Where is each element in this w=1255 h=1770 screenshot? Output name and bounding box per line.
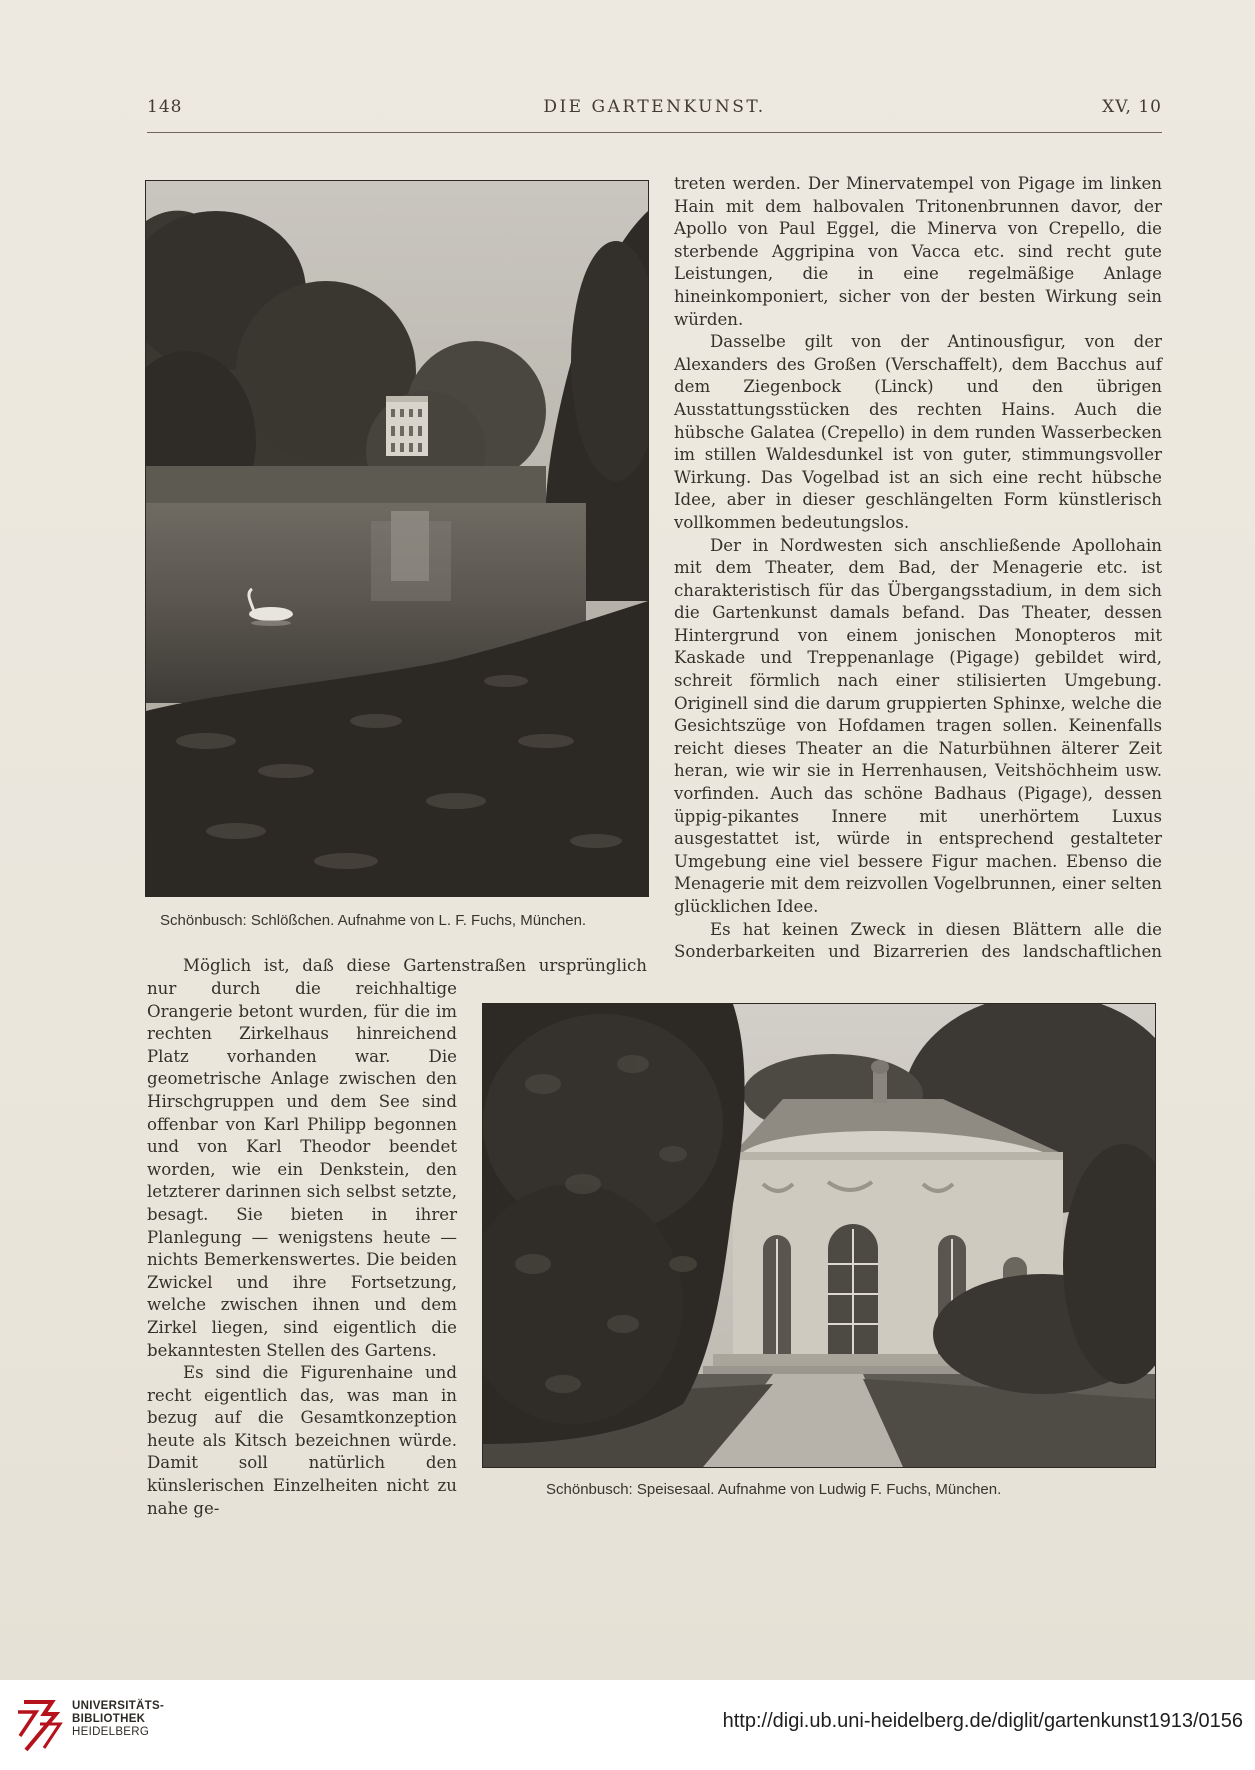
paragraph: Dasselbe gilt von der Antinousfigur, von der Alexanders des Großen (Verschaffelt), dem Bacchus auf dem Ziegenbock (Linck) und den übrigen Ausstattungsstücken des rechten Hains. Auch die hübsche Galatea (Crepello) in dem runden Wasserbecken im stillen Waldesdunkel ist von guter, stimmungsvoller Wirkung. Das Vogelbad ist an sich eine recht hübsche Idee, aber in dieser geschlängelten Form künstlerisch vollkommen bedeutungslos. (674, 332, 1162, 532)
paragraph-line: Möglich ist, daß diese Gartenstraßen ursprünglich (183, 956, 647, 975)
photo-schloesschen (145, 180, 649, 897)
header-rule (147, 132, 1162, 133)
paragraph: nur durch die reichhaltige Orangerie betont wurden, für die im rechten Zirkelhaus hinreichend Platz vorhanden war. Die geometrische Anlage zwischen den Hirschgruppen und dem See sind offenbar von Karl Philipp begonnen und von Karl Theodor beendet worden, wie ein Denkstein, den letzterer darinnen sich selbst setzte, besagt. Sie bieten in ihrer Planlegung — wenigstens heute — nichts Bemerkenswertes. Die beiden Zwickel und ihre Fortsetzung, welche zwischen ihnen und dem Zirkel liegen, sind eigentlich die bekanntesten Stellen des Gartens. (147, 979, 457, 1360)
photo-speisesaal (482, 1003, 1156, 1468)
library-line: BIBLIOTHEK (72, 1713, 146, 1725)
source-url-link[interactable]: http://digi.ub.uni-heidelberg.de/diglit/gartenkunst1913/0156 (722, 1710, 1243, 1732)
paragraph: Es hat keinen Zweck in diesen Blättern alle die Sonderbarkeiten und Bizarrerien des landschaftlichen (674, 919, 1162, 962)
volume-issue: XV, 10 (1102, 97, 1162, 117)
digitization-footer (0, 1680, 1255, 1770)
journal-title: DIE GARTENKUNST. (543, 97, 766, 117)
caption-figure-1: Schönbusch: Schlößchen. Aufnahme von L. F. Fuchs, München. (160, 912, 587, 929)
library-logo-icon (14, 1694, 66, 1756)
left-column-first-line (147, 955, 647, 978)
page-number: 148 (147, 97, 183, 117)
library-line: HEIDELBERG (72, 1726, 150, 1738)
library-line: UNIVERSITÄTS- (72, 1700, 165, 1712)
paragraph: Es sind die Figurenhaine und recht eigentlich das, was man in bezug auf die Gesamtkonzeption heute als Kitsch bezeichnen würde. Damit soll natürlich den künslerischen Einzelheiten nicht zu nahe ge- (147, 1363, 457, 1518)
library-name (72, 1700, 164, 1739)
left-column-text (147, 978, 457, 1520)
caption-figure-2: Schönbusch: Speisesaal. Aufnahme von Ludwig F. Fuchs, München. (546, 1481, 1002, 1498)
right-column-text (674, 173, 1162, 964)
paragraph: Der in Nordwesten sich anschließende Apollohain mit dem Theater, dem Bad, der Menagerie etc. ist charakteristisch für das Übergangsstadium, in dem sich die Gartenkunst damals befand. Das Theater, dessen Hintergrund von einem jonischen Monopteros mit Kaskade und Treppenanlage (Pigage) gebildet wird, schreit förmlich nach einer stilisierten Umgebung. Originell sind die darum gruppierten Sphinxe, welche die Gesichtszüge von Hofdamen tragen sollen. Keinenfalls reicht dieses Theater an die Naturbühnen älterer Zeit heran, wie wir sie in Herrenhausen, Veitshöchheim usw. vorfinden. Auch das schöne Badhaus (Pigage), dessen üppig-pikantes Innere mit unerhörtem Luxus ausgestattet ist, würde in entsprechend gestalteter Umgebung eine viel bessere Figur machen. Ebenso die Menagerie mit dem reizvollen Vogelbrunnen, einer selten glücklichen Idee. (674, 535, 1162, 916)
paragraph: treten werden. Der Minervatempel von Pigage im linken Hain mit dem halbovalen Tritonenbrunnen davor, der Apollo von Paul Eggel, die Minerva von Crepello, die sterbende Aggripina von Vacca etc. sind recht gute Leistungen, die in eine regelmäßige Anlage hineinkomponiert, sicher von der besten Wirkung sein würden. (674, 174, 1162, 329)
running-header (147, 97, 1162, 121)
